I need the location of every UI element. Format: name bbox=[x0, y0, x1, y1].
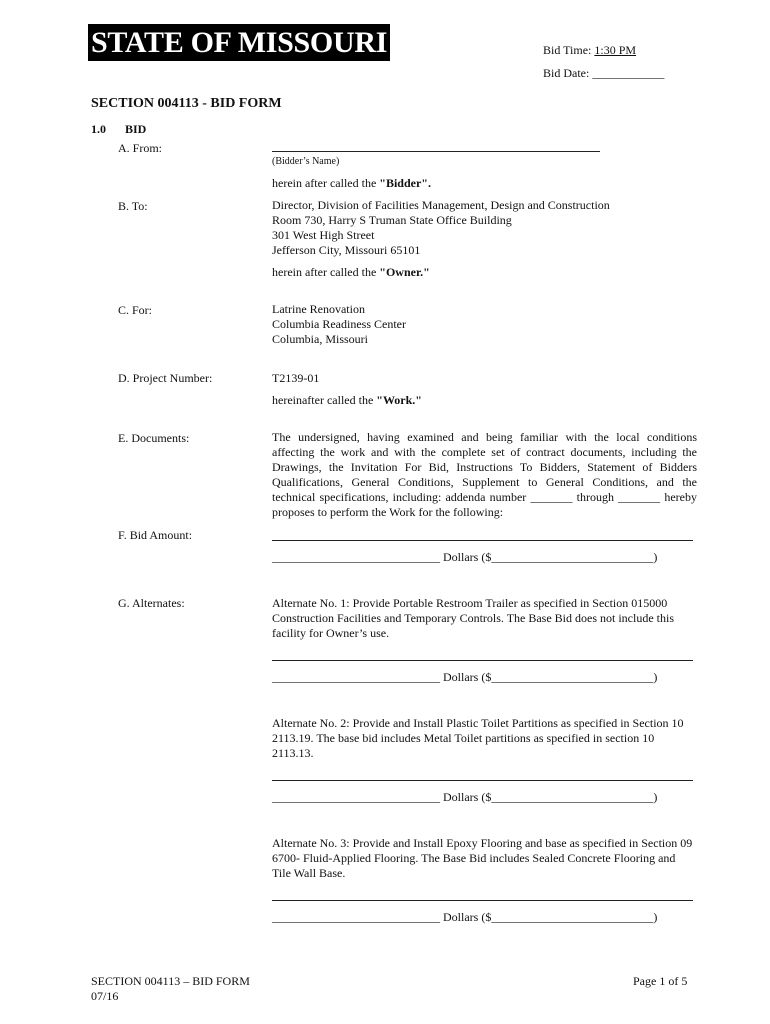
alternate-3-figure-blank[interactable]: ___________________________ bbox=[491, 910, 654, 924]
work-called-prefix: hereinafter called the bbox=[272, 393, 377, 407]
owner-address-line: Director, Division of Facilities Management, Design and Construction bbox=[272, 198, 610, 212]
dollars-label: Dollars ($ bbox=[443, 790, 492, 804]
alternate-1-text: Alternate No. 1: Provide Portable Restroom Trailer as specified in Section 015000 Construction Facilities and Temporary Controls. The Base Bid does not include this facility for Owner’s use. bbox=[272, 596, 674, 640]
section-title: SECTION 004113 - BID FORM bbox=[91, 96, 282, 111]
dollars-close: ) bbox=[653, 670, 658, 684]
alternate-3-text: Alternate No. 3: Provide and Install Epoxy Flooring and base as specified in Section 09 6700- Fluid-Applied Flooring. The Base Bid includes Sealed Concrete Flooring and Tile Wall Base. bbox=[272, 836, 693, 880]
dollars-label: Dollars ($ bbox=[443, 910, 492, 924]
bid-time bbox=[543, 43, 636, 58]
dollars-close: ) bbox=[653, 550, 658, 564]
footer-section: SECTION 004113 – BID FORM bbox=[91, 974, 250, 988]
bid-date-blank[interactable]: ____________ bbox=[592, 66, 665, 80]
owner-address bbox=[272, 198, 610, 258]
bid-time-label: Bid Time: bbox=[543, 43, 592, 57]
alternates-label: G. Alternates: bbox=[118, 596, 185, 610]
documents-text: The undersigned, having examined and being familiar with the local conditions affecting the work and with the complete set of contract documents, including the Drawings, the Invitation For Bid, Instructions To Bidders, Statement of Bidders Qualifications, General Conditions, Supplement to General Conditions, and the technical specifications, including: addenda number _______ through _______ hereby proposes to perform the Work for the following: bbox=[272, 430, 697, 519]
project-number-label: D. Project Number: bbox=[118, 371, 213, 385]
owner-address-line: 301 West High Street bbox=[272, 228, 375, 242]
documents-label: E. Documents: bbox=[118, 431, 190, 445]
alternate-3-words-field[interactable] bbox=[272, 900, 693, 901]
bid-amount-words-field[interactable] bbox=[272, 540, 693, 541]
work-called bbox=[272, 393, 422, 408]
dollars-close: ) bbox=[653, 790, 658, 804]
project-location-line: Columbia Readiness Center bbox=[272, 317, 406, 331]
owner-called bbox=[272, 265, 430, 280]
alternate-2-words-field[interactable] bbox=[272, 780, 693, 781]
bid-amount-words-blank[interactable]: ____________________________ bbox=[272, 550, 440, 564]
for-label: C. For: bbox=[118, 303, 153, 317]
footer-date: 07/16 bbox=[91, 989, 119, 1003]
bid-date bbox=[543, 66, 664, 81]
footer-page-number: Page 1 of 5 bbox=[633, 974, 688, 988]
bidder-name-field[interactable] bbox=[272, 151, 600, 152]
bid-time-value: 1:30 PM bbox=[594, 43, 637, 57]
project-location bbox=[272, 302, 406, 347]
work-term: "Work." bbox=[376, 393, 422, 407]
alternate-2-dollars-row bbox=[272, 790, 657, 805]
alternate-3-dollars-row bbox=[272, 910, 657, 925]
dollars-close: ) bbox=[653, 910, 658, 924]
dollars-label: Dollars ($ bbox=[443, 670, 492, 684]
owner-address-line: Jefferson City, Missouri 65101 bbox=[272, 243, 421, 257]
to-label: B. To: bbox=[118, 199, 148, 213]
alternate-1-words-field[interactable] bbox=[272, 660, 693, 661]
alternate-2-figure-blank[interactable]: ___________________________ bbox=[491, 790, 654, 804]
state-title-banner: STATE OF MISSOURI bbox=[88, 24, 390, 61]
part-number: 1.0 bbox=[91, 122, 106, 136]
bid-amount-label: F. Bid Amount: bbox=[118, 528, 193, 542]
alternate-1-dollars-row bbox=[272, 670, 657, 685]
alternate-1-words-blank[interactable]: ____________________________ bbox=[272, 670, 440, 684]
alternate-1-figure-blank[interactable]: ___________________________ bbox=[491, 670, 654, 684]
bid-amount-figure-blank[interactable]: ___________________________ bbox=[491, 550, 654, 564]
bidder-name-caption: (Bidder’s Name) bbox=[272, 156, 340, 167]
alternate-3-words-blank[interactable]: ____________________________ bbox=[272, 910, 440, 924]
project-number: T2139-01 bbox=[272, 371, 320, 385]
bidder-called bbox=[272, 176, 431, 191]
owner-term: "Owner." bbox=[379, 265, 430, 279]
bid-date-label: Bid Date: bbox=[543, 66, 590, 80]
project-location-line: Columbia, Missouri bbox=[272, 332, 369, 346]
owner-called-prefix: herein after called the bbox=[272, 265, 380, 279]
owner-address-line: Room 730, Harry S Truman State Office Building bbox=[272, 213, 512, 227]
from-label: A. From: bbox=[118, 141, 163, 155]
alternate-2-words-blank[interactable]: ____________________________ bbox=[272, 790, 440, 804]
bidder-called-prefix: herein after called the bbox=[272, 176, 380, 190]
dollars-label: Dollars ($ bbox=[443, 550, 492, 564]
project-location-line: Latrine Renovation bbox=[272, 302, 365, 316]
part-title: BID bbox=[125, 122, 147, 136]
alternate-2-text: Alternate No. 2: Provide and Install Plastic Toilet Partitions as specified in Section 10 2113.19. The base bid includes Metal Toilet partitions as specified in section 10 2113.13. bbox=[272, 716, 684, 760]
bid-amount-dollars-row bbox=[272, 550, 657, 565]
bidder-term: "Bidder". bbox=[379, 176, 431, 190]
